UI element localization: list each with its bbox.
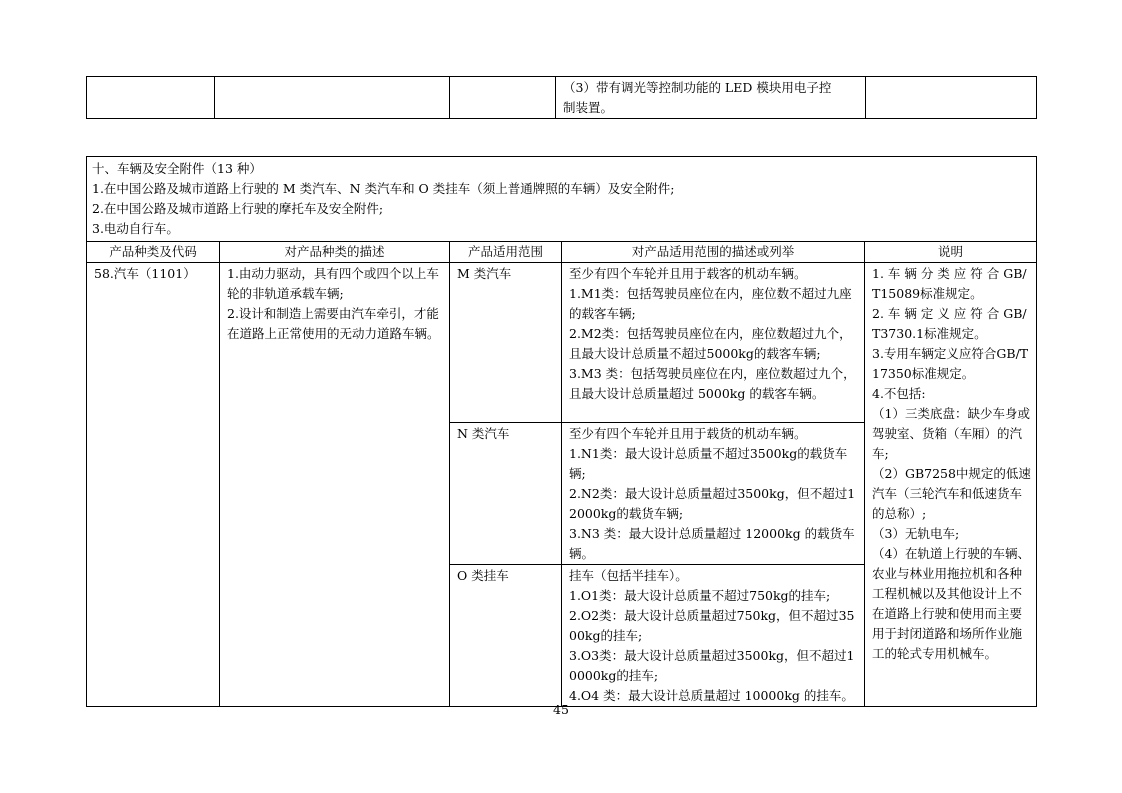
note-line: （4）在轨道上行驶的车辆、农业与林业用拖拉机和各种工程机械以及其他设计上不在道路上行驶和使用而主要用于封闭道路和场所作业施工的轮式专用机械车。 (872, 546, 1030, 661)
scope-detail-line: 1.M1类：包括驾驶员座位在内，座位数不超过九座的载客车辆; (569, 286, 852, 321)
notes-cell (865, 263, 1037, 707)
scope-details-cell (562, 263, 865, 423)
empty-cell (87, 77, 215, 119)
note-line: 3.专用车辆定义应符合GB/T17350标准规定。 (872, 346, 1029, 381)
scope-detail-line: 3.N3 类：最大设计总质量超过 12000kg 的载货车辆。 (569, 526, 855, 561)
product-catalog-table (86, 156, 1037, 707)
note-line: （1）三类底盘：缺少车身或驾驶室、货箱（车厢）的汽车; (872, 406, 1030, 461)
section-line: 2.在中国公路及城市道路上行驶的摩托车及安全附件; (92, 201, 384, 216)
header-cell: 说明 (865, 242, 1037, 263)
header-cell: 产品种类及代码 (87, 242, 220, 263)
empty-cell (450, 77, 556, 119)
section-heading-row (87, 157, 1037, 242)
header-cell: 对产品种类的描述 (220, 242, 450, 263)
description-line: 1.由动力驱动，具有四个或四个以上车轮的非轨道承载车辆; (227, 266, 439, 301)
empty-cell (215, 77, 450, 119)
scope-detail-line: 4.O4 类：最大设计总质量超过 10000kg 的挂车。 (569, 688, 854, 703)
scope-detail-line: 2.N2类：最大设计总质量超过3500kg，但不超过12000kg的载货车辆; (569, 486, 856, 521)
scope-name: O 类挂车 (457, 568, 509, 583)
scope-name-cell (450, 423, 562, 565)
scope-details-cell (562, 565, 865, 707)
page-number: 45 (553, 702, 569, 717)
scope-name: M 类汽车 (457, 266, 512, 281)
header-cell: 产品适用范围 (450, 242, 562, 263)
scope-detail-line: 3.M3 类：包括驾驶员座位在内，座位数超过九个，且最大设计总质量超过 5000kg 的载客车辆。 (569, 366, 856, 401)
note-line: （2）GB7258中规定的低速汽车（三轮汽车和低速货车的总称）; (872, 466, 1031, 521)
section-line: 3.电动自行车。 (92, 221, 179, 236)
note-line: 4.不包括: (872, 386, 926, 401)
scope-name-cell (450, 263, 562, 423)
empty-cell (866, 77, 1037, 119)
continuation-table (86, 76, 1037, 119)
header-row (87, 242, 1037, 263)
section-line: 1.在中国公路及城市道路上行驶的 M 类汽车、N 类汽车和 O 类挂车（须上普通牌照的车辆）及安全附件; (92, 181, 675, 196)
note-line: （3）无轨电车; (872, 526, 960, 541)
product-description-cell (220, 263, 450, 707)
scope-detail-line: 至少有四个车轮并且用于载客的机动车辆。 (569, 266, 807, 281)
header-cell: 对产品适用范围的描述或列举 (562, 242, 865, 263)
scope-detail-line: 1.N1类：最大设计总质量不超过3500kg的载货车辆; (569, 446, 848, 481)
scope-detail-line: 1.O1类：最大设计总质量不超过750kg的挂车; (569, 588, 831, 603)
note-line: 1. 车 辆 分 类 应 符 合 GB/T15089标准规定。 (872, 266, 1027, 301)
description-line: 2.设计和制造上需要由汽车牵引，才能在道路上正常使用的无动力道路车辆。 (227, 306, 440, 341)
scope-detail-line: 2.M2类：包括驾驶员座位在内，座位数超过九个，且最大设计总质量不超过5000kg的载客车辆; (569, 326, 852, 361)
scope-detail-line: 挂车（包括半挂车）。 (569, 568, 688, 583)
continuation-line: （3）带有调光等控制功能的 LED 模块用电子控 (563, 80, 832, 95)
product-code: 58.汽车（1101） (94, 266, 196, 281)
continuation-cell (556, 77, 866, 119)
note-line: 2. 车 辆 定 义 应 符 合 GB/T3730.1标准规定。 (872, 306, 1027, 341)
product-code-cell (87, 263, 220, 707)
section-title: 十、车辆及安全附件（13 种） (92, 161, 262, 176)
table-row (87, 263, 1037, 423)
continuation-line: 制装置。 (563, 100, 614, 115)
scope-detail-line: 3.O3类：最大设计总质量超过3500kg，但不超过10000kg的挂车; (569, 648, 855, 683)
table-row (87, 77, 1037, 119)
scope-detail-line: 2.O2类：最大设计总质量超过750kg，但不超过3500kg的挂车; (569, 608, 855, 643)
scope-details-cell (562, 423, 865, 565)
scope-name-cell (450, 565, 562, 707)
scope-name: N 类汽车 (457, 426, 510, 441)
section-heading (87, 157, 1037, 242)
scope-detail-line: 至少有四个车轮并且用于载货的机动车辆。 (569, 426, 807, 441)
